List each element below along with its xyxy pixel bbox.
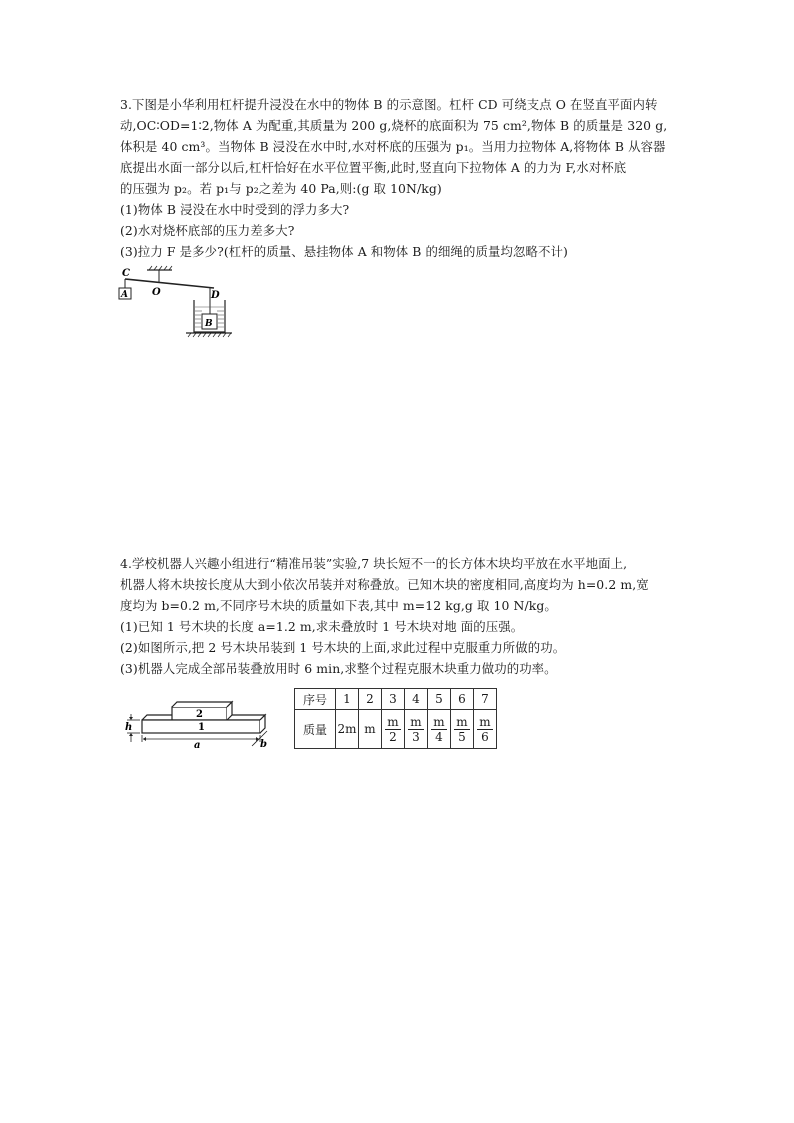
q3-line: 底提出水面一部分以后,杠杆恰好在水平位置平衡,此时,竖直向下拉物体 A 的力为 F,水对杯底 (120, 160, 627, 175)
fraction: $\frac{m}{4}$ (433, 714, 445, 744)
label-d: D (211, 290, 220, 301)
table-cell (405, 710, 428, 749)
label-b-width: b (260, 739, 267, 750)
q3-subquestion-3: (3)拉力 F 是多少?(杠杆的质量、悬挂物体 A 和物体 B 的细绳的质量均忽略不计) (120, 244, 568, 259)
fraction: $\frac{m}{3}$ (410, 714, 422, 744)
table-cell: 1 (336, 689, 359, 710)
mass-table (294, 688, 497, 749)
q3-line: 体积是 40 cm³。当物体 B 浸没在水中时,水对杯底的压强为 p₁。当用力拉物体 A,将物体 B 从容器 (120, 139, 666, 154)
table-cell: 3 (382, 689, 405, 710)
label-block-2: 2 (196, 709, 203, 720)
q3-subquestion-2: (2)水对烧杯底部的压力差多大? (120, 223, 295, 238)
table-cell: 2m (336, 710, 359, 749)
q3-line: 3.下图是小华利用杠杆提升浸没在水中的物体 B 的示意图。杠杆 CD 可绕支点 O 在竖直平面内转 (120, 97, 658, 112)
label-a-length: a (194, 740, 201, 750)
q3-line: 的压强为 p₂。若 p₁与 p₂之差为 40 Pa,则:(g 取 10N/kg) (120, 181, 442, 196)
table-cell: 4 (405, 689, 428, 710)
q3-line: 动,OC∶OD=1∶2,物体 A 为配重,其质量为 200 g,烧杯的底面积为 75 cm²,物体 B 的质量是 320 g, (120, 118, 668, 133)
label-h: h (125, 722, 133, 733)
table-row (295, 689, 497, 710)
label-c: C (122, 268, 130, 279)
table-cell (382, 710, 405, 749)
fraction: $\frac{m}{2}$ (387, 714, 399, 744)
q4-subquestion-2: (2)如图所示,把 2 号木块吊装到 1 号木块的上面,求此过程中克服重力所做的功。 (120, 640, 566, 655)
table-cell (474, 710, 497, 749)
table-row (295, 710, 497, 749)
fraction: $\frac{m}{5}$ (456, 714, 468, 744)
q4-subquestion-3: (3)机器人完成全部吊装叠放用时 6 min,求整个过程克服木块重力做功的功率。 (120, 661, 557, 676)
q3-subquestion-1: (1)物体 B 浸没在水中时受到的浮力多大? (120, 202, 350, 217)
stacked-blocks-diagram (122, 690, 270, 750)
q4-line: 机器人将木块按长度从大到小依次吊装并对称叠放。已知木块的密度相同,高度均为 h=0.2 m,宽 (120, 577, 649, 592)
q4-line: 4.学校机器人兴趣小组进行“精准吊装”实验,7 块长短不一的长方体木块均平放在水平地面上, (120, 556, 628, 571)
label-a: A (121, 290, 128, 300)
table-cell: 7 (474, 689, 497, 710)
table-cell (428, 710, 451, 749)
label-o: O (152, 287, 161, 298)
table-cell: 2 (359, 689, 382, 710)
table-cell: 5 (428, 689, 451, 710)
label-block-1: 1 (198, 722, 205, 733)
table-header-cell: 序号 (295, 689, 336, 710)
table-cell (451, 710, 474, 749)
table-cell: m (359, 710, 382, 749)
q4-line: 度均为 b=0.2 m,不同序号木块的质量如下表,其中 m=12 kg,g 取 10 N/kg。 (120, 598, 557, 613)
table-header-cell: 质量 (295, 710, 336, 749)
q4-subquestion-1: (1)已知 1 号木块的长度 a=1.2 m,求未叠放时 1 号木块对地 面的压强。 (120, 619, 524, 634)
table-cell: 6 (451, 689, 474, 710)
label-b: B (205, 319, 213, 329)
lever-diagram (112, 262, 242, 344)
fraction: $\frac{m}{6}$ (479, 714, 491, 744)
